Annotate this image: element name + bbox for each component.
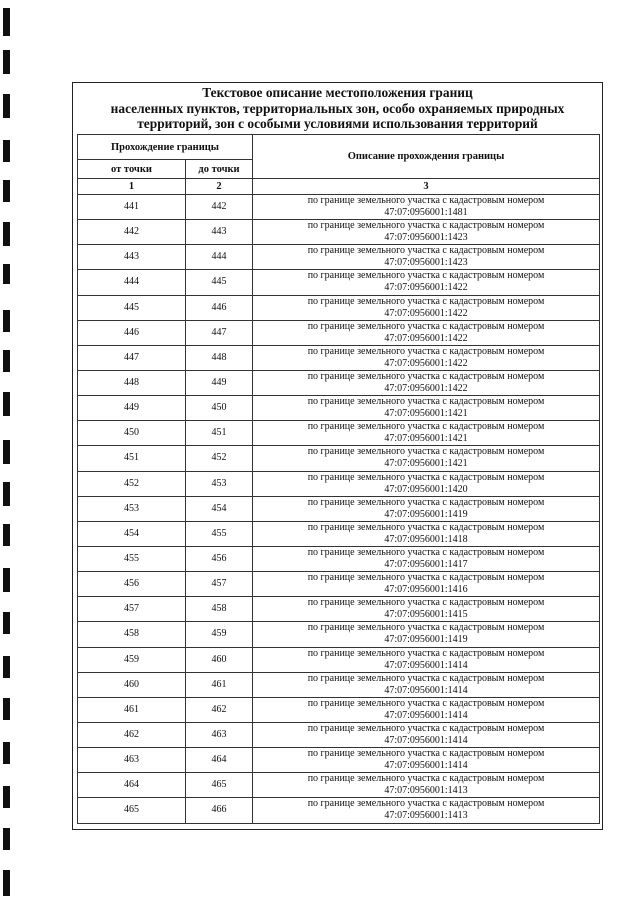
table-row <box>78 546 600 571</box>
cadastral-number: 47:07:0956001:1416 <box>384 584 468 596</box>
to-point-cell: 458 <box>186 597 253 622</box>
cadastral-number: 47:07:0956001:1421 <box>384 408 468 420</box>
table-row <box>78 672 600 697</box>
description-cell <box>253 546 600 571</box>
from-point-cell: 457 <box>78 597 186 622</box>
cadastral-number: 47:07:0956001:1421 <box>384 433 468 445</box>
table-row <box>78 345 600 370</box>
from-point-cell: 462 <box>78 722 186 747</box>
to-point-cell: 463 <box>186 722 253 747</box>
description-text: по границе земельного участка с кадастровым номером <box>307 723 545 735</box>
from-point-cell: 458 <box>78 622 186 647</box>
description-cell <box>253 220 600 245</box>
cadastral-number: 47:07:0956001:1422 <box>384 332 468 344</box>
description-cell <box>253 597 600 622</box>
from-point-cell: 446 <box>78 320 186 345</box>
to-point-cell: 445 <box>186 270 253 295</box>
column-number-3: 3 <box>253 179 600 195</box>
cadastral-number: 47:07:0956001:1423 <box>384 232 468 244</box>
description-text: по границе земельного участка с кадастровым номером <box>307 597 545 609</box>
description-text: по границе земельного участка с кадастровым номером <box>307 320 545 332</box>
description-cell <box>253 798 600 823</box>
cadastral-number: 47:07:0956001:1481 <box>384 207 468 219</box>
binding-holes <box>0 0 16 905</box>
cadastral-number: 47:07:0956001:1414 <box>384 709 468 721</box>
table-row <box>78 396 600 421</box>
to-point-cell: 457 <box>186 572 253 597</box>
description-text: по границе земельного участка с кадастровым номером <box>307 345 545 357</box>
cadastral-number: 47:07:0956001:1418 <box>384 533 468 545</box>
from-point-cell: 461 <box>78 697 186 722</box>
title-line-1: Текстовое описание местоположения границ <box>202 85 473 100</box>
to-point-cell: 462 <box>186 697 253 722</box>
description-cell <box>253 195 600 220</box>
from-point-cell: 455 <box>78 546 186 571</box>
to-point-cell: 450 <box>186 396 253 421</box>
table-row <box>78 697 600 722</box>
description-text: по границе земельного участка с кадастровым номером <box>307 798 545 810</box>
cadastral-number: 47:07:0956001:1414 <box>384 735 468 747</box>
document-title <box>73 85 602 132</box>
from-point-cell: 441 <box>78 195 186 220</box>
table-row <box>78 245 600 270</box>
table-row <box>78 798 600 823</box>
description-text: по границе земельного участка с кадастровым номером <box>307 371 545 383</box>
document-frame <box>72 82 603 830</box>
table-row <box>78 270 600 295</box>
table-row <box>78 647 600 672</box>
description-cell <box>253 320 600 345</box>
description-text: по границе земельного участка с кадастровым номером <box>307 773 545 785</box>
table-row <box>78 370 600 395</box>
cadastral-number: 47:07:0956001:1422 <box>384 282 468 294</box>
to-point-cell: 466 <box>186 798 253 823</box>
table-row <box>78 220 600 245</box>
description-cell <box>253 446 600 471</box>
to-point-cell: 443 <box>186 220 253 245</box>
to-point-cell: 465 <box>186 773 253 798</box>
description-cell <box>253 471 600 496</box>
description-text: по границе земельного участка с кадастровым номером <box>307 622 545 634</box>
description-cell <box>253 295 600 320</box>
cadastral-number: 47:07:0956001:1414 <box>384 659 468 671</box>
table-body <box>78 195 600 824</box>
description-cell <box>253 496 600 521</box>
description-text: по границе земельного участка с кадастровым номером <box>307 547 545 559</box>
table-row <box>78 421 600 446</box>
to-point-cell: 451 <box>186 421 253 446</box>
description-cell <box>253 773 600 798</box>
description-text: по границе земельного участка с кадастровым номером <box>307 672 545 684</box>
title-line-3: территорий, зон с особыми условиями использования территорий <box>137 116 538 131</box>
title-line-2: населенных пунктов, территориальных зон, особо охраняемых природных <box>110 100 565 116</box>
description-text: по границе земельного участка с кадастровым номером <box>307 647 545 659</box>
description-cell <box>253 245 600 270</box>
from-point-cell: 444 <box>78 270 186 295</box>
description-cell <box>253 370 600 395</box>
to-point-cell: 453 <box>186 471 253 496</box>
table-row <box>78 471 600 496</box>
cadastral-number: 47:07:0956001:1420 <box>384 483 468 495</box>
description-cell <box>253 697 600 722</box>
from-point-cell: 464 <box>78 773 186 798</box>
column-number-1: 1 <box>78 179 186 195</box>
to-point-cell: 444 <box>186 245 253 270</box>
description-text: по границе земельного участка с кадастровым номером <box>307 446 545 458</box>
table-row <box>78 295 600 320</box>
description-cell <box>253 622 600 647</box>
from-point-cell: 450 <box>78 421 186 446</box>
table-row <box>78 722 600 747</box>
table-row <box>78 195 600 220</box>
cadastral-number: 47:07:0956001:1423 <box>384 257 468 269</box>
cadastral-number: 47:07:0956001:1417 <box>384 559 468 571</box>
description-text: по границе земельного участка с кадастровым номером <box>307 245 545 257</box>
cadastral-number: 47:07:0956001:1421 <box>384 458 468 470</box>
description-cell <box>253 345 600 370</box>
to-point-cell: 460 <box>186 647 253 672</box>
header-boundary-passage: Прохождение границы <box>78 135 253 160</box>
to-point-cell: 448 <box>186 345 253 370</box>
description-text: по границе земельного участка с кадастровым номером <box>307 195 545 207</box>
description-text: по границе земельного участка с кадастровым номером <box>307 220 545 232</box>
to-point-cell: 454 <box>186 496 253 521</box>
cadastral-number: 47:07:0956001:1414 <box>384 684 468 696</box>
from-point-cell: 460 <box>78 672 186 697</box>
description-text: по границе земельного участка с кадастровым номером <box>307 270 545 282</box>
table-row <box>78 597 600 622</box>
description-cell <box>253 748 600 773</box>
description-text: по границе земельного участка с кадастровым номером <box>307 496 545 508</box>
description-text: по границе земельного участка с кадастровым номером <box>307 521 545 533</box>
from-point-cell: 453 <box>78 496 186 521</box>
table-row <box>78 320 600 345</box>
table-row <box>78 572 600 597</box>
to-point-cell: 447 <box>186 320 253 345</box>
from-point-cell: 465 <box>78 798 186 823</box>
to-point-cell: 449 <box>186 370 253 395</box>
description-cell <box>253 270 600 295</box>
cadastral-number: 47:07:0956001:1419 <box>384 634 468 646</box>
description-cell <box>253 672 600 697</box>
from-point-cell: 463 <box>78 748 186 773</box>
from-point-cell: 451 <box>78 446 186 471</box>
table-row <box>78 773 600 798</box>
description-cell <box>253 722 600 747</box>
to-point-cell: 459 <box>186 622 253 647</box>
from-point-cell: 456 <box>78 572 186 597</box>
from-point-cell: 449 <box>78 396 186 421</box>
description-text: по границе земельного участка с кадастровым номером <box>307 396 545 408</box>
description-text: по границе земельного участка с кадастровым номером <box>307 748 545 760</box>
description-cell <box>253 421 600 446</box>
header-from-point: от точки <box>78 160 186 179</box>
from-point-cell: 447 <box>78 345 186 370</box>
to-point-cell: 452 <box>186 446 253 471</box>
to-point-cell: 446 <box>186 295 253 320</box>
from-point-cell: 448 <box>78 370 186 395</box>
table-row <box>78 496 600 521</box>
description-text: по границе земельного участка с кадастровым номером <box>307 471 545 483</box>
cadastral-number: 47:07:0956001:1414 <box>384 760 468 772</box>
cadastral-number: 47:07:0956001:1422 <box>384 357 468 369</box>
to-point-cell: 455 <box>186 521 253 546</box>
boundary-table <box>77 134 600 824</box>
description-cell <box>253 647 600 672</box>
cadastral-number: 47:07:0956001:1419 <box>384 508 468 520</box>
to-point-cell: 456 <box>186 546 253 571</box>
cadastral-number: 47:07:0956001:1413 <box>384 810 468 822</box>
to-point-cell: 464 <box>186 748 253 773</box>
description-text: по границе земельного участка с кадастровым номером <box>307 421 545 433</box>
to-point-cell: 442 <box>186 195 253 220</box>
description-text: по границе земельного участка с кадастровым номером <box>307 572 545 584</box>
from-point-cell: 442 <box>78 220 186 245</box>
cadastral-number: 47:07:0956001:1422 <box>384 307 468 319</box>
description-cell <box>253 396 600 421</box>
column-number-2: 2 <box>186 179 253 195</box>
from-point-cell: 445 <box>78 295 186 320</box>
table-row <box>78 521 600 546</box>
table-row <box>78 446 600 471</box>
from-point-cell: 443 <box>78 245 186 270</box>
from-point-cell: 454 <box>78 521 186 546</box>
from-point-cell: 452 <box>78 471 186 496</box>
to-point-cell: 461 <box>186 672 253 697</box>
description-text: по границе земельного участка с кадастровым номером <box>307 295 545 307</box>
description-text: по границе земельного участка с кадастровым номером <box>307 697 545 709</box>
cadastral-number: 47:07:0956001:1413 <box>384 785 468 797</box>
header-description: Описание прохождения границы <box>253 135 600 179</box>
header-to-point: до точки <box>186 160 253 179</box>
cadastral-number: 47:07:0956001:1422 <box>384 383 468 395</box>
description-cell <box>253 572 600 597</box>
description-cell <box>253 521 600 546</box>
table-row <box>78 748 600 773</box>
from-point-cell: 459 <box>78 647 186 672</box>
table-row <box>78 622 600 647</box>
cadastral-number: 47:07:0956001:1415 <box>384 609 468 621</box>
